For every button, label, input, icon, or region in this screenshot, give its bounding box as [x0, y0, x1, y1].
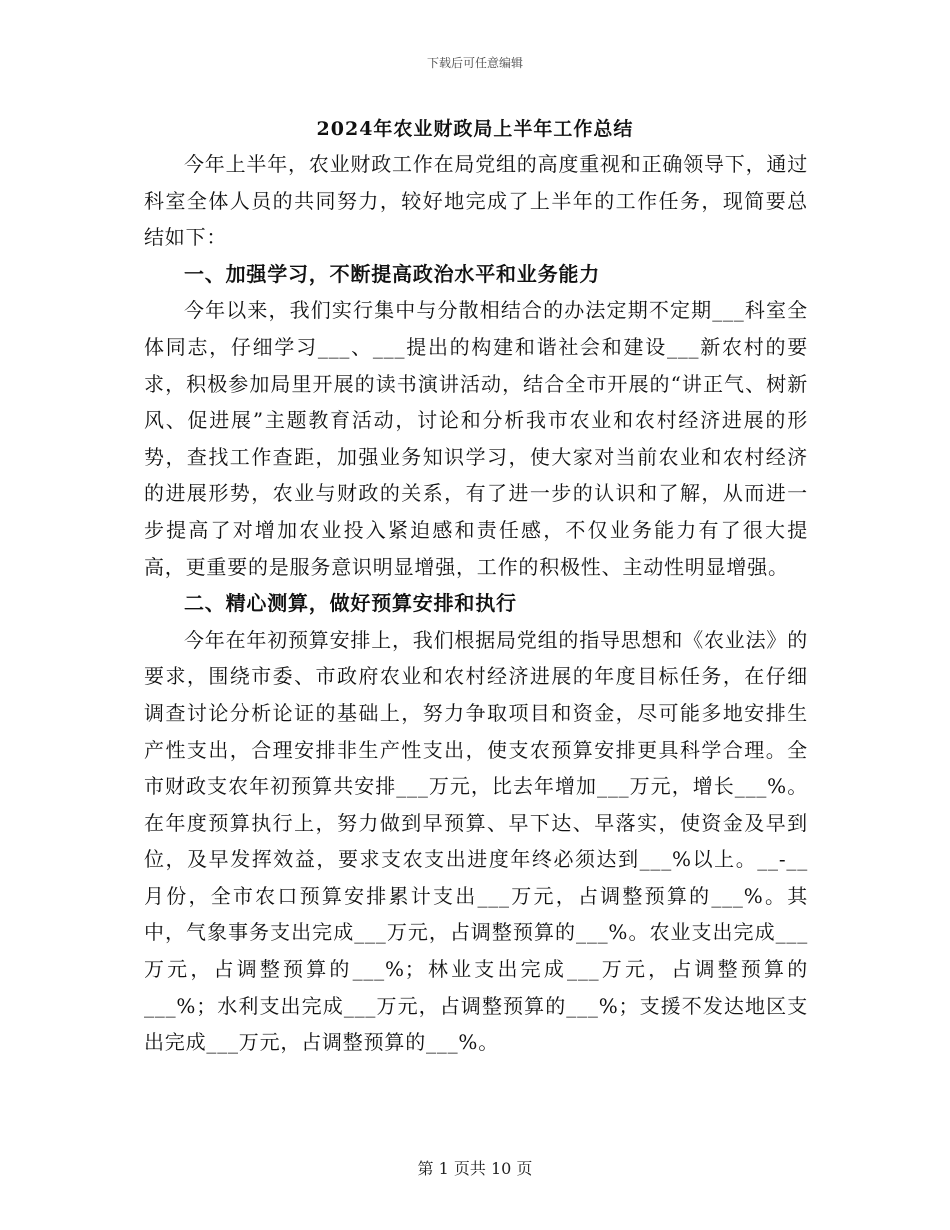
section-heading-2: 二、精心测算，做好预算安排和执行	[184, 591, 517, 616]
section-heading-1: 一、加强学习，不断提高政治水平和业务能力	[184, 261, 600, 286]
document-body	[144, 146, 808, 1061]
intro-paragraph: 今年上半年，农业财政工作在局党组的高度重视和正确领导下，通过科室全体人员的共同努力，较好地完成了上半年的工作任务，现简要总结如下：	[144, 152, 808, 250]
section-paragraph-1: 今年以来，我们实行集中与分散相结合的办法定期不定期___科室全体同志，仔细学习___、___提出的构建和谐社会和建设___新农村的要求，积极参加局里开展的读书演讲活动，结合全市开展的“讲正气、树新风、促进展”主题教育活动，讨论和分析我市农业和农村经济进展的形势，查找工作查距，加强业务知识学习，使大家对当前农业和农村经济的进展形势，农业与财政的关系，有了进一步的认识和了解，从而进一步提高了对增加农业投入紧迫感和责任感，不仅业务能力有了很大提高，更重要的是服务意识明显增强，工作的积极性、主动性明显增强。	[144, 298, 808, 579]
document-title: 2024年农业财政局上半年工作总结	[316, 118, 634, 140]
section-paragraph-2: 今年在年初预算安排上，我们根据局党组的指导思想和《农业法》的要求，围绕市委、市政府农业和农村经济进展的年度目标任务，在仔细调查讨论分析论证的基础上，努力争取项目和资金，尽可能多地安排生产性支出，合理安排非生产性支出，使支农预算安排更具科学合理。全市财政支农年初预算共安排___万元，比去年增加___万元，增长___%。在年度预算执行上，努力做到早预算、早下达、早落实，使资金及早到位，及早发挥效益，要求支农支出进度年终必须达到___%以上。__-__月份，全市农口预算安排累计支出___万元，占调整预算的___%。其中，气象事务支出完成___万元，占调整预算的___%。农业支出完成___万元，占调整预算的___%；林业支出完成___万元，占调整预算的___%；水利支出完成___万元，占调整预算的___%；支援不发达地区支出完成___万元，占调整预算的___%。	[144, 627, 808, 1055]
page-header-note: 下载后可任意编辑	[426, 56, 523, 70]
page-number-footer: 第 1 页共 10 页	[417, 1159, 533, 1178]
